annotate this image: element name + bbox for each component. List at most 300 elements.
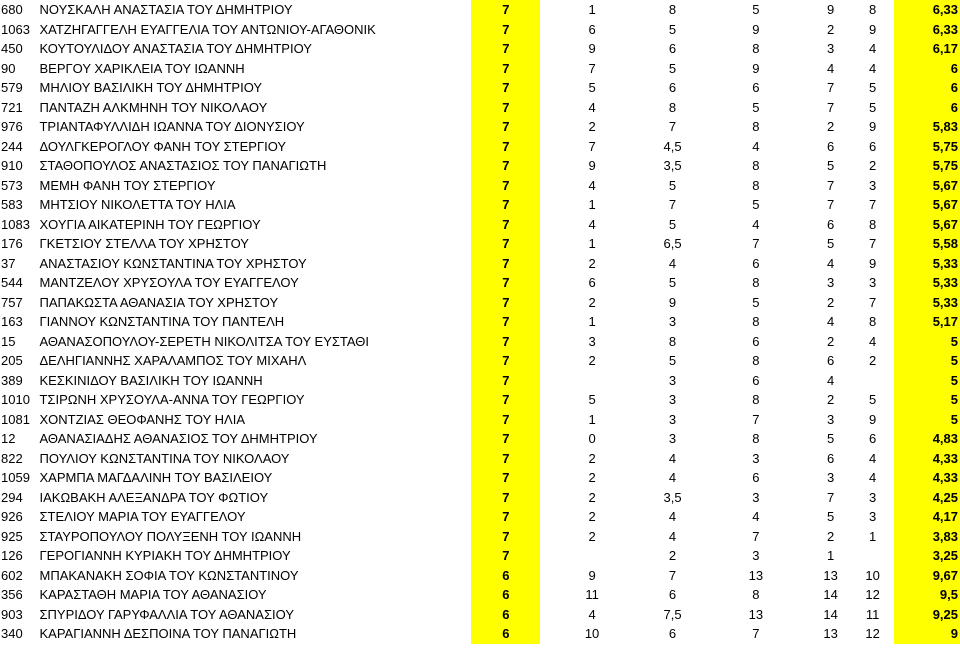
score-cell-5[interactable]: 6 (868, 138, 877, 154)
id-cell[interactable]: 680 (1, 2, 23, 18)
table-row[interactable] (0, 566, 960, 586)
score-cell-5[interactable] (851, 546, 895, 566)
name-cell[interactable]: ΜΗΛΙΟΥ ΒΑΣΙΛΙΚΗ ΤΟΥ ΔΗΜΗΤΡΙΟΥ (39, 80, 263, 96)
grade-cell[interactable]: 7 (471, 351, 540, 371)
score-cell-3[interactable]: 4 (752, 509, 760, 525)
grade-cell[interactable]: 7 (471, 0, 540, 20)
id-cell[interactable]: 389 (1, 372, 23, 388)
id-cell[interactable]: 976 (1, 119, 23, 135)
average-cell[interactable]: 5,33 (894, 273, 960, 293)
score-cell-5[interactable]: 5 (868, 392, 877, 408)
score-cell-5[interactable]: 8 (868, 2, 877, 18)
score-cell-4[interactable]: 14 (823, 606, 838, 622)
score-cell-2[interactable]: 3,5 (663, 489, 682, 505)
average-cell[interactable]: 9,25 (894, 605, 960, 625)
score-cell-3[interactable]: 8 (752, 392, 760, 408)
table-row[interactable] (0, 410, 960, 430)
score-cell-3[interactable]: 9 (752, 60, 760, 76)
score-cell-1[interactable]: 2 (588, 528, 596, 544)
score-cell-5[interactable]: 4 (868, 41, 877, 57)
score-cell-3[interactable]: 4 (752, 138, 760, 154)
score-cell-5[interactable]: 2 (868, 158, 877, 174)
score-cell-1[interactable]: 0 (588, 431, 596, 447)
score-cell-2[interactable]: 5 (668, 21, 677, 37)
name-cell[interactable]: ΒΕΡΓΟΥ ΧΑΡΙΚΛΕΙΑ ΤΟΥ ΙΩΑΝΝΗ (39, 60, 245, 76)
average-cell[interactable]: 5,67 (894, 195, 960, 215)
score-cell-4[interactable]: 2 (827, 528, 835, 544)
table-row[interactable] (0, 488, 960, 508)
grade-cell[interactable]: 6 (471, 585, 540, 605)
average-cell[interactable]: 5,67 (894, 215, 960, 235)
name-cell[interactable]: ΧΟΥΓΙΑ ΑΙΚΑΤΕΡΙΝΗ ΤΟΥ ΓΕΩΡΓΙΟΥ (39, 216, 261, 232)
score-cell-4[interactable]: 7 (827, 489, 835, 505)
id-cell[interactable]: 573 (1, 177, 23, 193)
score-cell-5[interactable]: 2 (868, 353, 877, 369)
table-row[interactable] (0, 293, 960, 313)
grade-cell[interactable]: 7 (471, 312, 540, 332)
score-cell-2[interactable]: 3 (668, 372, 677, 388)
average-cell[interactable]: 6,33 (894, 0, 960, 20)
grade-cell[interactable]: 7 (471, 176, 540, 196)
score-cell-5[interactable]: 8 (868, 216, 877, 232)
score-cell-5[interactable]: 1 (868, 528, 877, 544)
score-cell-4[interactable]: 2 (827, 333, 835, 349)
score-cell-2[interactable]: 8 (668, 333, 677, 349)
score-cell-3[interactable]: 7 (752, 528, 760, 544)
score-cell-3[interactable]: 3 (752, 450, 760, 466)
grade-cell[interactable]: 7 (471, 254, 540, 274)
score-cell-2[interactable]: 3 (668, 431, 677, 447)
score-cell-3[interactable]: 8 (752, 275, 760, 291)
table-row[interactable] (0, 215, 960, 235)
table-row[interactable] (0, 507, 960, 527)
id-cell[interactable]: 903 (1, 606, 23, 622)
score-cell-5[interactable]: 12 (865, 587, 880, 603)
average-cell[interactable]: 4,17 (894, 507, 960, 527)
name-cell[interactable]: ΤΡΙΑΝΤΑΦΥΛΛΙΔΗ ΙΩΑΝΝΑ ΤΟΥ ΔΙΟΝΥΣΙΟΥ (39, 119, 305, 135)
table-row[interactable] (0, 59, 960, 79)
average-cell[interactable]: 5 (894, 371, 960, 391)
name-cell[interactable]: ΚΟΥΤΟΥΛΙΔΟΥ ΑΝΑΣΤΑΣΙΑ ΤΟΥ ΔΗΜΗΤΡΙΟΥ (39, 41, 312, 57)
score-cell-2[interactable]: 6 (668, 587, 677, 603)
average-cell[interactable]: 5,33 (894, 293, 960, 313)
grade-cell[interactable]: 6 (471, 605, 540, 625)
score-cell-2[interactable]: 9 (668, 294, 677, 310)
score-cell-3[interactable]: 7 (752, 236, 760, 252)
score-cell-1[interactable] (540, 371, 643, 391)
score-cell-1[interactable]: 6 (588, 275, 596, 291)
score-cell-4[interactable]: 5 (827, 236, 835, 252)
grade-cell[interactable]: 7 (471, 137, 540, 157)
id-cell[interactable]: 926 (1, 509, 23, 525)
score-cell-3[interactable]: 5 (752, 2, 760, 18)
grade-cell[interactable]: 7 (471, 468, 540, 488)
average-cell[interactable]: 5,33 (894, 254, 960, 274)
grade-cell[interactable]: 7 (471, 332, 540, 352)
table-row[interactable] (0, 39, 960, 59)
grade-cell[interactable]: 7 (471, 293, 540, 313)
score-cell-2[interactable]: 7,5 (663, 606, 682, 622)
score-cell-5[interactable]: 9 (868, 255, 877, 271)
score-cell-3[interactable]: 8 (752, 314, 760, 330)
grade-cell[interactable]: 7 (471, 195, 540, 215)
score-cell-4[interactable]: 3 (827, 470, 835, 486)
grade-cell[interactable]: 7 (471, 215, 540, 235)
name-cell[interactable]: ΜΑΝΤΖΕΛΟΥ ΧΡΥΣΟΥΛΑ ΤΟΥ ΕΥΑΓΓΕΛΟΥ (39, 275, 299, 291)
id-cell[interactable]: 822 (1, 450, 23, 466)
name-cell[interactable]: ΚΕΣΚΙΝΙΔΟΥ ΒΑΣΙΛΙΚΗ ΤΟΥ ΙΩΑΝΝΗ (39, 372, 263, 388)
score-cell-2[interactable]: 4 (668, 470, 677, 486)
score-cell-5[interactable]: 3 (868, 275, 877, 291)
score-cell-3[interactable]: 5 (752, 294, 760, 310)
name-cell[interactable]: ΠΑΠΑΚΩΣΤΑ ΑΘΑΝΑΣΙΑ ΤΟΥ ΧΡΗΣΤΟΥ (39, 294, 279, 310)
score-cell-3[interactable]: 6 (752, 372, 760, 388)
score-cell-3[interactable]: 5 (752, 99, 760, 115)
grade-cell[interactable]: 7 (471, 429, 540, 449)
name-cell[interactable]: ΧΑΡΜΠΑ ΜΑΓΔΑΛΙΝΗ ΤΟΥ ΒΑΣΙΛΕΙΟΥ (39, 470, 273, 486)
score-cell-1[interactable]: 2 (588, 353, 596, 369)
score-cell-4[interactable]: 14 (823, 587, 838, 603)
table-row[interactable] (0, 156, 960, 176)
score-cell-1[interactable]: 10 (584, 626, 600, 642)
score-cell-2[interactable]: 3 (668, 411, 677, 427)
id-cell[interactable]: 450 (1, 41, 23, 57)
score-cell-5[interactable]: 11 (865, 606, 880, 622)
score-cell-2[interactable]: 6 (668, 41, 677, 57)
score-cell-2[interactable]: 3,5 (663, 158, 682, 174)
score-cell-3[interactable]: 7 (752, 411, 760, 427)
table-row[interactable] (0, 312, 960, 332)
score-cell-1[interactable]: 2 (588, 294, 596, 310)
score-cell-1[interactable]: 5 (588, 392, 596, 408)
id-cell[interactable]: 602 (1, 567, 23, 583)
score-cell-1[interactable]: 1 (588, 2, 596, 18)
score-cell-2[interactable]: 4 (668, 528, 677, 544)
grade-cell[interactable]: 7 (471, 371, 540, 391)
score-cell-4[interactable]: 7 (827, 80, 835, 96)
score-cell-2[interactable]: 7 (668, 567, 677, 583)
name-cell[interactable]: ΑΘΑΝΑΣΟΠΟΥΛΟΥ-ΣΕΡΕΤΗ ΝΙΚΟΛΙΤΣΑ ΤΟΥ ΕΥΣΤΑΘΙ (39, 333, 370, 349)
id-cell[interactable]: 340 (1, 626, 23, 642)
id-cell[interactable]: 12 (1, 431, 16, 447)
score-cell-1[interactable]: 7 (588, 138, 596, 154)
score-cell-3[interactable]: 8 (752, 431, 760, 447)
score-cell-4[interactable]: 5 (827, 509, 835, 525)
score-cell-1[interactable]: 7 (588, 60, 596, 76)
score-cell-2[interactable]: 4 (668, 255, 677, 271)
grade-cell[interactable]: 6 (471, 624, 540, 644)
name-cell[interactable]: ΣΤΑΥΡΟΠΟΥΛΟΥ ΠΟΛΥΞΕΝΗ ΤΟΥ ΙΩΑΝΝΗ (39, 528, 302, 544)
score-cell-2[interactable]: 3 (668, 392, 677, 408)
id-cell[interactable]: 1081 (1, 411, 30, 427)
average-cell[interactable]: 5 (894, 351, 960, 371)
score-cell-5[interactable]: 9 (868, 21, 877, 37)
grade-cell[interactable]: 7 (471, 117, 540, 137)
average-cell[interactable]: 3,25 (894, 546, 960, 566)
average-cell[interactable]: 5,75 (894, 137, 960, 157)
score-cell-5[interactable]: 4 (868, 470, 877, 486)
score-cell-1[interactable]: 4 (588, 99, 596, 115)
score-cell-1[interactable]: 2 (588, 255, 596, 271)
score-cell-1[interactable]: 5 (588, 80, 596, 96)
name-cell[interactable]: ΣΠΥΡΙΔΟΥ ΓΑΡΥΦΑΛΛΙΑ ΤΟΥ ΑΘΑΝΑΣΙΟΥ (39, 606, 294, 622)
average-cell[interactable]: 6,17 (894, 39, 960, 59)
average-cell[interactable]: 5,75 (894, 156, 960, 176)
score-cell-4[interactable]: 4 (827, 60, 835, 76)
score-cell-1[interactable]: 1 (588, 197, 596, 213)
score-cell-2[interactable]: 5 (668, 275, 677, 291)
average-cell[interactable]: 9 (894, 624, 960, 644)
score-cell-2[interactable]: 4 (668, 450, 677, 466)
score-cell-5[interactable]: 8 (868, 314, 877, 330)
score-cell-3[interactable]: 3 (752, 548, 760, 564)
score-cell-3[interactable]: 8 (752, 119, 760, 135)
score-cell-4[interactable]: 9 (827, 2, 835, 18)
id-cell[interactable]: 925 (1, 528, 23, 544)
grade-cell[interactable]: 7 (471, 488, 540, 508)
score-cell-2[interactable]: 5 (668, 177, 677, 193)
table-row[interactable] (0, 351, 960, 371)
id-cell[interactable]: 244 (1, 138, 23, 154)
table-row[interactable] (0, 390, 960, 410)
average-cell[interactable]: 5,83 (894, 117, 960, 137)
average-cell[interactable]: 6 (894, 59, 960, 79)
grade-cell[interactable]: 7 (471, 59, 540, 79)
name-cell[interactable]: ΙΑΚΩΒΑΚΗ ΑΛΕΞΑΝΔΡΑ ΤΟΥ ΦΩΤΙΟΥ (39, 489, 269, 505)
name-cell[interactable]: ΧΟΝΤΖΙΑΣ ΘΕΟΦΑΝΗΣ ΤΟΥ ΗΛΙΑ (39, 411, 246, 427)
id-cell[interactable]: 757 (1, 294, 23, 310)
score-cell-5[interactable]: 9 (868, 119, 877, 135)
grade-cell[interactable]: 7 (471, 527, 540, 547)
average-cell[interactable]: 4,33 (894, 449, 960, 469)
average-cell[interactable]: 3,83 (894, 527, 960, 547)
grade-cell[interactable]: 6 (471, 566, 540, 586)
name-cell[interactable]: ΤΣΙΡΩΝΗ ΧΡΥΣΟΥΛΑ-ΑΝΝΑ ΤΟΥ ΓΕΩΡΓΙΟΥ (39, 392, 305, 408)
score-cell-5[interactable]: 4 (868, 333, 877, 349)
grade-cell[interactable]: 7 (471, 273, 540, 293)
score-cell-3[interactable]: 5 (752, 197, 760, 213)
id-cell[interactable]: 1083 (1, 216, 30, 232)
table-row[interactable] (0, 117, 960, 137)
grade-cell[interactable]: 7 (471, 156, 540, 176)
score-cell-2[interactable]: 7 (668, 119, 677, 135)
score-cell-2[interactable]: 4,5 (663, 138, 682, 154)
score-cell-1[interactable]: 1 (588, 236, 596, 252)
id-cell[interactable]: 1063 (1, 21, 30, 37)
score-cell-5[interactable]: 5 (868, 80, 877, 96)
score-cell-1[interactable]: 9 (588, 567, 596, 583)
table-row[interactable] (0, 624, 960, 644)
score-cell-2[interactable]: 8 (668, 99, 677, 115)
name-cell[interactable]: ΜΕΜΗ ΦΑΝΗ ΤΟΥ ΣΤΕΡΓΙΟΥ (39, 177, 216, 193)
id-cell[interactable]: 205 (1, 353, 23, 369)
id-cell[interactable]: 721 (1, 99, 23, 115)
name-cell[interactable]: ΠΑΝΤΑΖΗ ΑΛΚΜΗΝΗ ΤΟΥ ΝΙΚΟΛΑΟΥ (39, 99, 268, 115)
grade-cell[interactable]: 7 (471, 449, 540, 469)
score-cell-1[interactable]: 2 (588, 509, 596, 525)
score-cell-5[interactable]: 3 (868, 509, 877, 525)
table-row[interactable] (0, 98, 960, 118)
score-cell-2[interactable]: 5 (668, 60, 677, 76)
score-cell-4[interactable]: 6 (827, 353, 835, 369)
score-cell-3[interactable]: 8 (752, 41, 760, 57)
grade-cell[interactable]: 7 (471, 234, 540, 254)
table-row[interactable] (0, 429, 960, 449)
score-cell-4[interactable]: 5 (827, 158, 835, 174)
score-cell-3[interactable]: 4 (752, 216, 760, 232)
score-cell-5[interactable]: 7 (868, 197, 877, 213)
score-cell-4[interactable]: 6 (827, 450, 835, 466)
score-cell-2[interactable]: 5 (668, 353, 677, 369)
average-cell[interactable]: 5,67 (894, 176, 960, 196)
average-cell[interactable]: 9,5 (894, 585, 960, 605)
id-cell[interactable]: 583 (1, 197, 23, 213)
id-cell[interactable]: 90 (1, 60, 16, 76)
score-cell-2[interactable]: 6,5 (663, 236, 682, 252)
score-cell-2[interactable]: 6 (668, 80, 677, 96)
table-row[interactable] (0, 371, 960, 391)
score-cell-4[interactable]: 6 (827, 138, 835, 154)
name-cell[interactable]: ΑΝΑΣΤΑΣΙΟΥ ΚΩΝΣΤΑΝΤΙΝΑ ΤΟΥ ΧΡΗΣΤΟΥ (39, 255, 307, 271)
score-cell-5[interactable]: 5 (868, 99, 877, 115)
score-cell-3[interactable]: 8 (752, 587, 760, 603)
average-cell[interactable]: 4,83 (894, 429, 960, 449)
table-row[interactable] (0, 78, 960, 98)
score-cell-1[interactable]: 4 (588, 606, 596, 622)
id-cell[interactable]: 37 (1, 255, 16, 271)
average-cell[interactable]: 5,58 (894, 234, 960, 254)
score-cell-5[interactable]: 9 (868, 411, 877, 427)
average-cell[interactable]: 5 (894, 332, 960, 352)
score-cell-4[interactable]: 3 (827, 411, 835, 427)
average-cell[interactable]: 5 (894, 410, 960, 430)
id-cell[interactable]: 294 (1, 489, 23, 505)
score-cell-2[interactable]: 6 (668, 626, 677, 642)
score-cell-2[interactable]: 4 (668, 509, 677, 525)
average-cell[interactable]: 6 (894, 78, 960, 98)
table-row[interactable] (0, 546, 960, 566)
table-row[interactable] (0, 449, 960, 469)
grade-cell[interactable]: 7 (471, 20, 540, 40)
name-cell[interactable]: ΜΗΤΣΙΟΥ ΝΙΚΟΛΕΤΤΑ ΤΟΥ ΗΛΙΑ (39, 197, 236, 213)
table-row[interactable] (0, 605, 960, 625)
score-cell-1[interactable]: 4 (588, 177, 596, 193)
id-cell[interactable]: 579 (1, 80, 23, 96)
name-cell[interactable]: ΜΠΑΚΑΝΑΚΗ ΣΟΦΙΑ ΤΟΥ ΚΩΝΣΤΑΝΤΙΝΟΥ (39, 567, 299, 583)
id-cell[interactable]: 910 (1, 158, 23, 174)
score-cell-4[interactable]: 4 (827, 372, 835, 388)
score-cell-1[interactable]: 3 (588, 333, 596, 349)
score-cell-4[interactable]: 4 (827, 255, 835, 271)
name-cell[interactable]: ΚΑΡΑΓΙΑΝΝΗ ΔΕΣΠΟΙΝΑ ΤΟΥ ΠΑΝΑΓΙΩΤΗ (39, 626, 297, 642)
score-cell-4[interactable]: 3 (827, 41, 835, 57)
score-cell-5[interactable]: 12 (865, 626, 880, 642)
score-cell-3[interactable]: 13 (748, 567, 764, 583)
name-cell[interactable]: ΠΟΥΛΙΟΥ ΚΩΝΣΤΑΝΤΙΝΑ ΤΟΥ ΝΙΚΟΛΑΟΥ (39, 450, 290, 466)
grade-cell[interactable]: 7 (471, 546, 540, 566)
table-row[interactable] (0, 527, 960, 547)
score-cell-4[interactable]: 13 (823, 626, 838, 642)
average-cell[interactable]: 9,67 (894, 566, 960, 586)
score-cell-5[interactable]: 4 (868, 450, 877, 466)
score-cell-5[interactable]: 7 (868, 294, 877, 310)
table-row[interactable] (0, 195, 960, 215)
name-cell[interactable]: ΣΤΑΘΟΠΟΥΛΟΣ ΑΝΑΣΤΑΣΙΟΣ ΤΟΥ ΠΑΝΑΓΙΩΤΗ (39, 158, 327, 174)
score-cell-4[interactable]: 5 (827, 431, 835, 447)
id-cell[interactable]: 1010 (1, 392, 30, 408)
score-cell-3[interactable]: 9 (752, 21, 760, 37)
score-cell-4[interactable]: 7 (827, 99, 835, 115)
score-cell-4[interactable]: 7 (827, 197, 835, 213)
grade-cell[interactable]: 7 (471, 98, 540, 118)
table-row[interactable] (0, 468, 960, 488)
score-cell-1[interactable] (540, 546, 643, 566)
score-cell-5[interactable] (851, 371, 895, 391)
name-cell[interactable]: ΚΑΡΑΣΤΑΘΗ ΜΑΡΙΑ ΤΟΥ ΑΘΑΝΑΣΙΟΥ (39, 587, 267, 603)
score-cell-3[interactable]: 6 (752, 333, 760, 349)
score-cell-2[interactable]: 8 (668, 2, 677, 18)
score-cell-4[interactable]: 6 (827, 216, 835, 232)
id-cell[interactable]: 1059 (1, 470, 30, 486)
table-row[interactable] (0, 176, 960, 196)
score-cell-4[interactable]: 2 (827, 392, 835, 408)
score-cell-1[interactable]: 2 (588, 119, 596, 135)
score-cell-3[interactable]: 8 (752, 177, 760, 193)
score-cell-1[interactable]: 9 (588, 41, 596, 57)
score-cell-1[interactable]: 4 (588, 216, 596, 232)
name-cell[interactable]: ΑΘΑΝΑΣΙΑΔΗΣ ΑΘΑΝΑΣΙΟΣ ΤΟΥ ΔΗΜΗΤΡΙΟΥ (39, 431, 318, 447)
average-cell[interactable]: 4,33 (894, 468, 960, 488)
id-cell[interactable]: 15 (1, 333, 16, 349)
score-cell-1[interactable]: 1 (588, 314, 596, 330)
score-cell-1[interactable]: 2 (588, 470, 596, 486)
score-cell-3[interactable]: 6 (752, 80, 760, 96)
score-cell-3[interactable]: 6 (752, 255, 760, 271)
score-cell-2[interactable]: 7 (668, 197, 677, 213)
score-cell-5[interactable]: 7 (868, 236, 877, 252)
score-cell-4[interactable]: 4 (827, 314, 835, 330)
score-cell-2[interactable]: 2 (668, 548, 677, 564)
score-cell-2[interactable]: 5 (668, 216, 677, 232)
score-cell-1[interactable]: 6 (588, 21, 596, 37)
name-cell[interactable]: ΣΤΕΛΙΟΥ ΜΑΡΙΑ ΤΟΥ ΕΥΑΓΓΕΛΟΥ (39, 509, 246, 525)
name-cell[interactable]: ΔΟΥΛΓΚΕΡΟΓΛΟΥ ΦΑΝΗ ΤΟΥ ΣΤΕΡΓΙΟΥ (39, 138, 287, 154)
name-cell[interactable]: ΓΙΑΝΝΟΥ ΚΩΝΣΤΑΝΤΙΝΑ ΤΟΥ ΠΑΝΤΕΛΗ (39, 314, 285, 330)
score-cell-4[interactable]: 2 (827, 294, 835, 310)
score-cell-1[interactable]: 2 (588, 450, 596, 466)
grade-cell[interactable]: 7 (471, 78, 540, 98)
table-row[interactable] (0, 0, 960, 20)
table-row[interactable] (0, 254, 960, 274)
table-row[interactable] (0, 273, 960, 293)
score-cell-5[interactable]: 4 (868, 60, 877, 76)
name-cell[interactable]: ΧΑΤΖΗΓΑΓΓΕΛΗ ΕΥΑΓΓΕΛΙΑ ΤΟΥ ΑΝΤΩΝΙΟΥ-ΑΓΑΘΟΝΙΚ (39, 21, 376, 37)
average-cell[interactable]: 6 (894, 98, 960, 118)
table-row[interactable] (0, 234, 960, 254)
score-cell-3[interactable]: 8 (752, 353, 760, 369)
average-cell[interactable]: 5,17 (894, 312, 960, 332)
name-cell[interactable]: ΔΕΛΗΓΙΑΝΝΗΣ ΧΑΡΑΛΑΜΠΟΣ ΤΟΥ ΜΙΧΑΗΛ (39, 353, 307, 369)
score-cell-5[interactable]: 3 (868, 177, 877, 193)
score-cell-1[interactable]: 9 (588, 158, 596, 174)
score-cell-4[interactable]: 1 (827, 548, 835, 564)
id-cell[interactable]: 544 (1, 275, 23, 291)
score-cell-2[interactable]: 3 (668, 314, 677, 330)
score-cell-3[interactable]: 6 (752, 470, 760, 486)
id-cell[interactable]: 163 (1, 314, 23, 330)
grade-cell[interactable]: 7 (471, 390, 540, 410)
grade-cell[interactable]: 7 (471, 39, 540, 59)
